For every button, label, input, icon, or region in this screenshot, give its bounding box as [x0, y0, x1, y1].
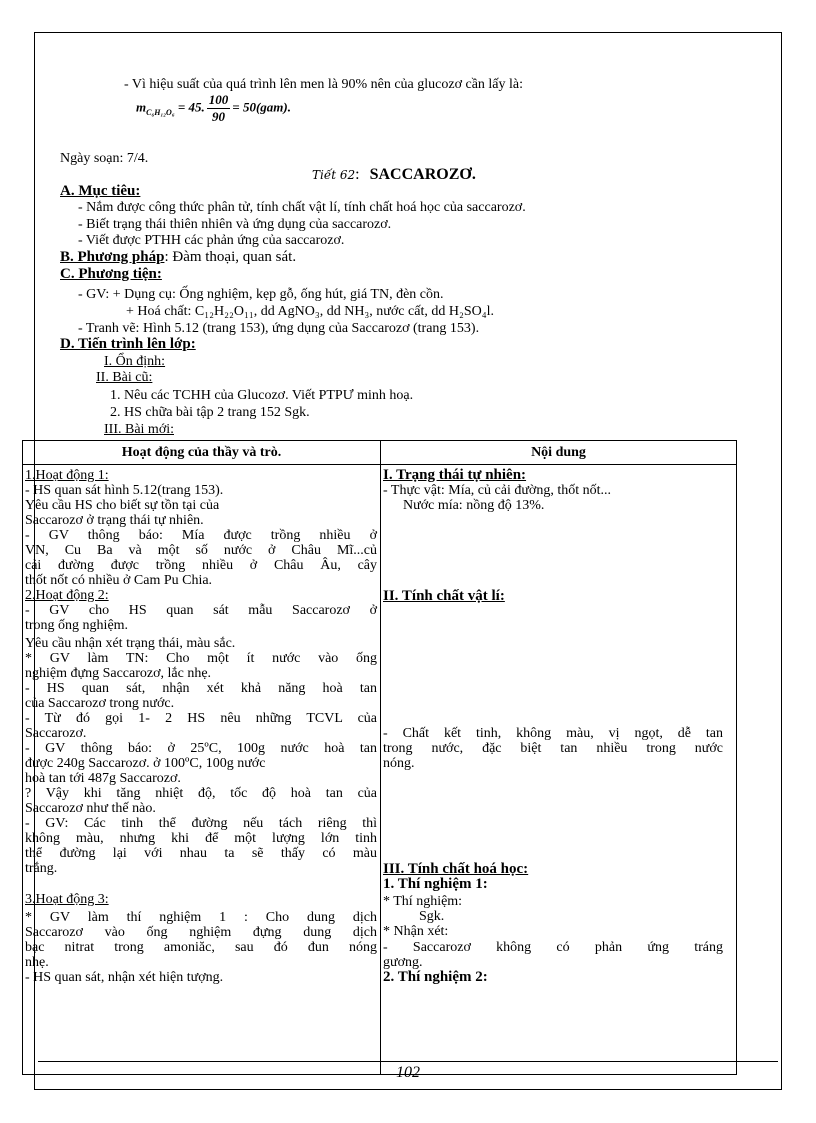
content-section-3-title: III. Tính chất hoá học:: [383, 861, 529, 877]
section-c-item: - GV: + Dụng cụ: Ống nghiệm, kẹp gỗ, ống hút, giá TN, đèn cồn.: [78, 287, 444, 302]
section-a-item: - Biết trạng thái thiên nhiên và ứng dụng của saccarozơ.: [78, 217, 392, 232]
intro-line: - Vì hiệu suất của quá trình lên men là 90% nên của glucozơ cần lấy là:: [124, 77, 524, 92]
old-lesson-item: 1. Nêu các TCHH của Glucozơ. Viết PTPƯ minh hoạ.: [110, 388, 414, 403]
activity-line: Saccarozơ vào ống nghiệm đựng dung dịch: [25, 925, 377, 940]
activity-line: - GV: Các tinh thể đường nếu tách riêng thì: [25, 816, 377, 831]
activity-line: - GV thông báo: ở 25ºC, 100g nước hoà tan: [25, 741, 377, 756]
formula-result: = 50(gam).: [232, 99, 291, 115]
activity-line: không màu, nhưng khi để một lượng lớn tinh: [25, 831, 377, 846]
activity-line: Yêu cầu nhận xét trạng thái, màu sắc.: [25, 636, 236, 651]
section-d-heading: D. Tiến trình lên lớp:: [60, 336, 196, 352]
activity-line: - GV thông báo: Mía được trồng nhiều ở: [25, 528, 377, 543]
content-line: - Saccarozơ không có phản ứng tráng: [383, 940, 723, 955]
content-line: gương.: [383, 955, 423, 970]
content-line: * Nhận xét:: [383, 924, 449, 939]
lesson-label: Tiết 62: [312, 168, 356, 182]
activity-line: bạc nitrat trong amoniăc, sau đó đun nóng: [25, 940, 377, 955]
formula: [136, 92, 291, 125]
content-line: - Thực vật: Mía, củ cải đường, thốt nốt...: [383, 483, 611, 498]
lesson-title: SACCAROZƠ.: [369, 166, 476, 183]
formula-fraction: [207, 92, 231, 125]
content-line: nóng.: [383, 756, 415, 771]
footer-rule: [38, 1061, 778, 1062]
formula-denominator: 90: [212, 109, 226, 124]
activity-line: VN, Cu Ba và một số nước ở Châu Mĩ...củ: [25, 543, 377, 558]
table-header-activities: Hoạt động của thầy và trò.: [23, 441, 381, 465]
formula-numerator: 100: [208, 92, 229, 107]
activity-line: được 240g Saccarozơ. ở 100ºC, 100g nước: [25, 756, 266, 771]
activity-line: Saccarozơ.: [25, 726, 87, 741]
activity-line: trắng.: [25, 861, 58, 876]
lesson-heading: [312, 167, 476, 183]
content-section-1-title: I. Trạng thái tự nhiên:: [383, 467, 527, 483]
activity-line: trong ống nghiệm.: [25, 618, 129, 633]
lesson-colon: :: [355, 166, 360, 183]
activity-line: - HS quan sát, nhận xét hiện tượng.: [25, 970, 224, 985]
lesson-table: [22, 440, 737, 1075]
activity-line: - HS quan sát hình 5.12(trang 153).: [25, 483, 224, 498]
activity-line: * GV làm TN: Cho một ít nước vào ống: [25, 651, 377, 666]
date-line: Ngày soạn: 7/4.: [60, 151, 149, 166]
activity-line: ? Vậy khi tăng nhiệt độ, tốc độ hoà tan của: [25, 786, 377, 801]
experiment-1-title: 1. Thí nghiệm 1:: [383, 876, 488, 892]
section-d-step1: I. Ổn định:: [104, 354, 166, 369]
section-d-step3: III. Bài mới:: [104, 422, 174, 437]
activity-line: cải đường được trồng nhiều ở Châu Âu, cây: [25, 558, 377, 573]
activity-line: nghiệm đựng Saccarozơ, lắc nhẹ.: [25, 666, 212, 681]
section-d-step2: II. Bài cũ:: [96, 370, 153, 385]
section-a-item: - Nắm được công thức phân tử, tính chất vật lí, tính chất hoá học của saccarozơ.: [78, 200, 526, 215]
section-a-heading: A. Mục tiêu:: [60, 183, 141, 199]
activity-line: của Saccarozơ trong nước.: [25, 696, 175, 711]
experiment-2-title: 2. Thí nghiệm 2:: [383, 969, 488, 985]
activities-cell: [23, 465, 381, 1075]
activity-line: Saccarozơ như thế nào.: [25, 801, 156, 816]
content-line: Sgk.: [419, 909, 445, 924]
content-line: Nước mía: nồng độ 13%.: [403, 498, 545, 513]
section-a-item: - Viết được PTHH các phản ứng của saccarozơ.: [78, 233, 345, 248]
page-number: 102: [396, 1064, 420, 1081]
activity-1-title: 1.Hoạt động 1:: [25, 468, 109, 483]
formula-equals: = 45.: [177, 99, 205, 115]
activity-line: nhẹ.: [25, 955, 49, 970]
section-b-heading: B. Phương pháp: [60, 249, 165, 265]
activity-line: - HS quan sát, nhận xét khả năng hoà tan: [25, 681, 377, 696]
activity-line: hoà tan tới 487g Saccarozơ.: [25, 771, 181, 786]
activity-2-title: 2.Hoạt động 2:: [25, 588, 109, 603]
formula-lhs: m: [136, 99, 147, 115]
section-b: [60, 250, 296, 265]
table-header-content: Nội dung: [381, 441, 737, 465]
activity-3-title: 3.Hoạt động 3:: [25, 892, 109, 907]
old-lesson-item: 2. HS chữa bài tập 2 trang 152 Sgk.: [110, 405, 310, 420]
section-c-item: + Hoá chất: C₁₂H₂₂O₁₁, dd AgNO₃, dd NH₃, nước cất, dd H₂SO₄l.: [126, 304, 494, 319]
activity-line: Saccarozơ ở trạng thái tự nhiên.: [25, 513, 204, 528]
activity-line: - Từ đó gọi 1- 2 HS nêu những TCVL của: [25, 711, 377, 726]
table-row: [23, 465, 737, 1075]
section-c-item: - Tranh vẽ: Hình 5.12 (trang 153), ứng dụng của Saccarozơ (trang 153).: [78, 321, 480, 336]
activity-line: - GV cho HS quan sát mẫu Saccarozơ ở: [25, 603, 377, 618]
content-line: * Thí nghiệm:: [383, 894, 463, 909]
content-section-2-title: II. Tính chất vật lí:: [383, 588, 505, 604]
content-line: - Chất kết tinh, không màu, vị ngọt, dễ tan: [383, 726, 723, 741]
activity-line: Yêu cầu HS cho biết sự tồn tại của: [25, 498, 220, 513]
formula-lhs-sub: C₆H₁₂O₆: [146, 108, 175, 118]
content-cell: [381, 465, 737, 1075]
activity-line: thể đường lại với nhau ta sẽ thấy có màu: [25, 846, 377, 861]
section-c-heading: C. Phương tiện:: [60, 266, 162, 282]
content-line: trong nước, đặc biệt tan nhiều trong nước: [383, 741, 723, 756]
activity-line: * GV làm thí nghiệm 1 : Cho dung dịch: [25, 910, 377, 925]
section-b-text: : Đàm thoại, quan sát.: [164, 249, 297, 265]
table-header-row: [23, 441, 737, 465]
activity-line: thốt nốt có nhiều ở Cam Pu Chia.: [25, 573, 213, 588]
